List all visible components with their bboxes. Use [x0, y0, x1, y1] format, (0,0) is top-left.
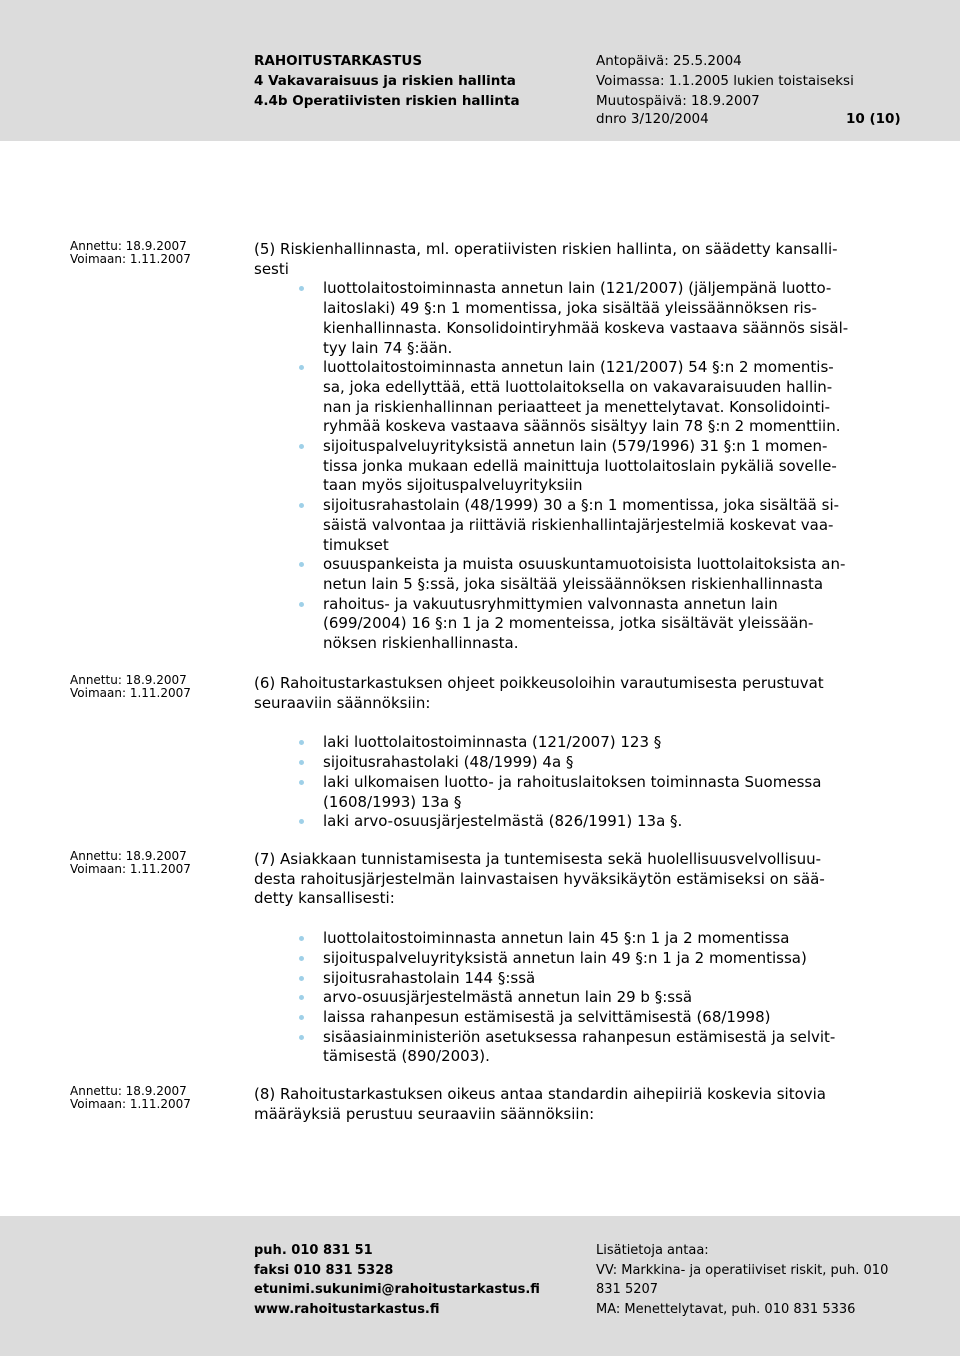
list-item: luottolaitostoiminnasta annetun lain (121/2007) (jäljempänä luotto- laitoslaki) 49 §:n 1 momentissa, joka sisältää yleissäännöksen ris- kienhallinnasta. Konsolidointiryhmää koskeva vastaava säännös sisäl- tyy lain 74 §:ään. [254, 279, 904, 358]
subsection-title: 4.4b Operatiivisten riskien hallinta [254, 93, 520, 109]
section-5-intro: (5) Riskienhallinnasta, ml. operatiivisten riskien hallinta, on säädetty kansalli- sesti [254, 240, 838, 278]
list-item: sijoitusrahastolaki (48/1999) 4a § [254, 753, 904, 773]
list-item: sijoitusrahastolain 144 §:ssä [254, 969, 904, 989]
sidenote-8 [70, 1085, 191, 1111]
section-8 [254, 1085, 904, 1124]
section-6-intro: (6) Rahoitustarkastuksen ohjeet poikkeusoloihin varautumisesta perustuvat seuraaviin säännöksiin: [254, 674, 824, 712]
footer-info [596, 1241, 888, 1319]
list-item: sijoituspalveluyrityksistä annetun lain 49 §:n 1 ja 2 momentissa) [254, 949, 904, 969]
sidenote-issued: Annettu: 18.9.2007 [70, 849, 187, 863]
contact-procedures: MA: Menettelytavat, puh. 010 831 5336 [596, 1301, 856, 1317]
org-name: RAHOITUSTARKASTUS [254, 53, 423, 69]
section-5-list [254, 279, 904, 653]
sidenote-6 [70, 674, 191, 700]
sidenote-effective: Voimaan: 1.11.2007 [70, 252, 191, 266]
header-left [254, 51, 520, 111]
section-6-list [254, 733, 904, 832]
sidenote-issued: Annettu: 18.9.2007 [70, 1084, 187, 1098]
section-7 [254, 850, 904, 1067]
start-date: Antopäivä: 25.5.2004 [596, 53, 742, 69]
info-label: Lisätietoja antaa: [596, 1243, 709, 1258]
section-title: 4 Vakavaraisuus ja riskien hallinta [254, 73, 516, 89]
page-footer [0, 1216, 960, 1356]
sidenote-effective: Voimaan: 1.11.2007 [70, 862, 191, 876]
list-item: laissa rahanpesun estämisestä ja selvittämisestä (68/1998) [254, 1008, 904, 1028]
page-number: 10 (10) [846, 111, 901, 127]
list-item: sijoitusrahastolain (48/1999) 30 a §:n 1 momentissa, joka sisältää si- säistä valvontaa ja riittäviä riskienhallintajärjestelmiä koskevat vaa- timukset [254, 496, 904, 555]
list-item: sijoituspalveluyrityksistä annetun lain (579/1996) 31 §:n 1 momen- tissa jonka mukaan edellä mainittuja luottolaitoslain pykäliä sovelle- taan myös sijoituspalveluyrityksiin [254, 437, 904, 496]
section-8-intro: (8) Rahoitustarkastuksen oikeus antaa standardin aihepiiriä koskevia sitovia määräyksiä perustuu seuraaviin säännöksiin: [254, 1085, 826, 1123]
sidenote-effective: Voimaan: 1.11.2007 [70, 686, 191, 700]
list-item: sisäasiainministeriön asetuksessa rahanpesun estämisestä ja selvit- tämisestä (890/2003). [254, 1028, 904, 1067]
footer-contact [254, 1241, 540, 1319]
footer-website[interactable]: www.rahoitustarkastus.fi [254, 1301, 440, 1317]
contact-market-risk: VV: Markkina- ja operatiiviset riskit, puh. 010 [596, 1262, 889, 1278]
modified-date: Muutospäivä: 18.9.2007 [596, 93, 760, 109]
sidenote-issued: Annettu: 18.9.2007 [70, 239, 187, 253]
list-item: arvo-osuusjärjestelmästä annetun lain 29 b §:ssä [254, 988, 904, 1008]
sidenote-effective: Voimaan: 1.11.2007 [70, 1097, 191, 1111]
footer-phone: puh. 010 831 51 [254, 1243, 373, 1258]
list-item: osuuspankeista ja muista osuuskuntamuotoisista luottolaitoksista an- netun lain 5 §:ssä, joka sisältää yleissäännöksen riskienhallinnasta [254, 555, 904, 594]
contact-market-risk-cont: 831 5207 [596, 1282, 659, 1297]
sidenote-issued: Annettu: 18.9.2007 [70, 673, 187, 687]
section-6 [254, 674, 904, 832]
list-item: laki arvo-osuusjärjestelmästä (826/1991) 13a §. [254, 812, 904, 832]
footer-fax: faksi 010 831 5328 [254, 1262, 394, 1278]
footer-email[interactable]: etunimi.sukunimi@rahoitustarkastus.fi [254, 1282, 540, 1297]
header-right [596, 51, 854, 111]
list-item: luottolaitostoiminnasta annetun lain 45 §:n 1 ja 2 momentissa [254, 929, 904, 949]
sidenote-5 [70, 240, 191, 266]
section-7-intro: (7) Asiakkaan tunnistamisesta ja tuntemisesta sekä huolellisuusvelvollisuu- desta rahoitusjärjestelmän lainvastaisen hyväksikäytön estämiseksi on sää- detty kansallisesti: [254, 850, 825, 908]
list-item: laki luottolaitostoiminnasta (121/2007) 123 § [254, 733, 904, 753]
page-header [0, 0, 960, 141]
list-item: laki ulkomaisen luotto- ja rahoituslaitoksen toiminnasta Suomessa (1608/1993) 13a § [254, 773, 904, 812]
record-number: dnro 3/120/2004 [596, 111, 709, 127]
in-force: Voimassa: 1.1.2005 lukien toistaiseksi [596, 73, 854, 89]
section-7-list [254, 929, 904, 1067]
section-5 [254, 240, 904, 654]
sidenote-7 [70, 850, 191, 876]
list-item: rahoitus- ja vakuutusryhmittymien valvonnasta annetun lain (699/2004) 16 §:n 1 ja 2 momenteissa, jotka sisältävät yleissään- nöksen riskienhallinnasta. [254, 595, 904, 654]
list-item: luottolaitostoiminnasta annetun lain (121/2007) 54 §:n 2 momentis- sa, joka edellyttää, että luottolaitoksella on vakavaraisuuden hallin- nan ja riskienhallinnan periaatteet ja menettelytavat. Konsolidointi- ryhmää koskeva vastaava säännös sisältyy lain 78 §:n 2 momenttiin. [254, 358, 904, 437]
